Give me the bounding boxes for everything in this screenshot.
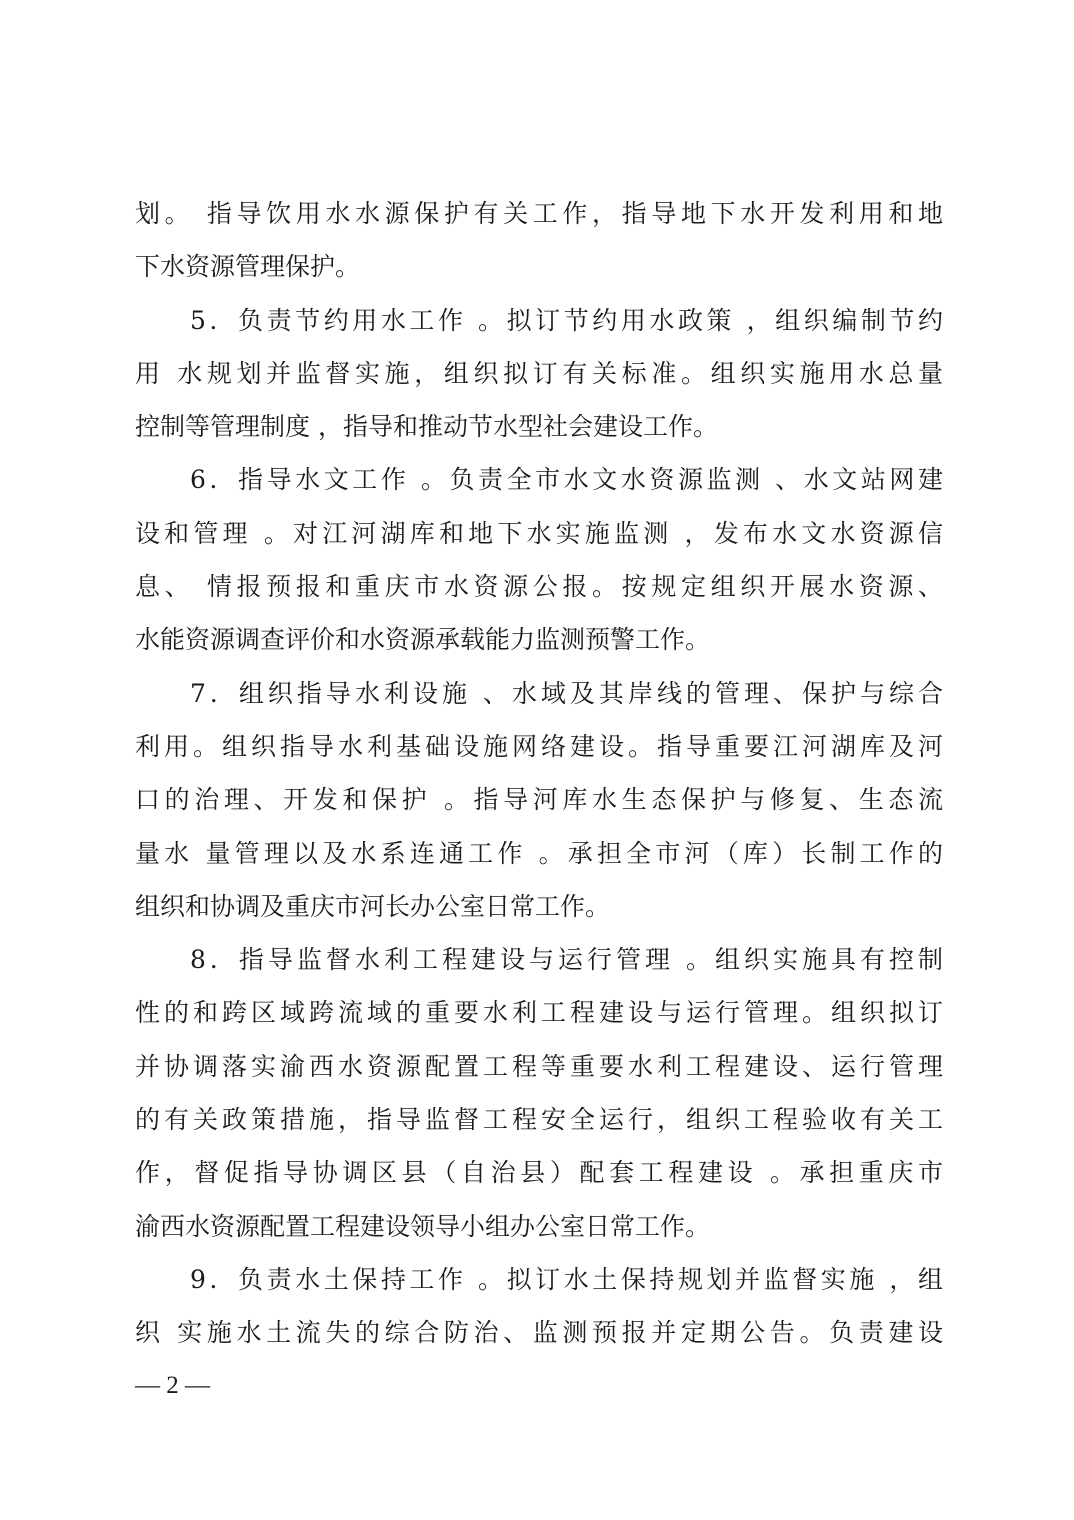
text-line: 9．负责水土保持工作 。拟订水土保持规划并监督实施 ，组 (190, 1264, 943, 1294)
text-line: 用 水规划并监督实施，组织拟订有关标准。组织实施用水总量 (135, 358, 943, 388)
text-line: 7．组织指导水利设施 、水域及其岸线的管理、保护与综合 (190, 678, 943, 708)
text-line: 的有关政策措施，指导监督工程安全运行，组织工程验收有关工 (135, 1105, 943, 1135)
text-line: 并协调落实渝西水资源配置工程等重要水利工程建设、运行管理 (135, 1051, 943, 1081)
text-line: 5．负责节约用水工作 。拟订节约用水政策 ，组织编制节约 (190, 305, 943, 335)
text-line: 水能资源调查评价和水资源承载能力监测预警工作。 (135, 625, 711, 655)
text-line: 息、 情报预报和重庆市水资源公报。按规定组织开展水资源、 (135, 572, 943, 602)
text-line: 组织和协调及重庆市河长办公室日常工作。 (135, 891, 611, 921)
text-line: 利用。组织指导水利基础设施网络建设。指导重要江河湖库及河 (135, 731, 943, 761)
text-line: 下水资源管理保护。 (135, 252, 361, 282)
document-body (135, 187, 943, 1360)
text-line: 性的和跨区域跨流域的重要水利工程建设与运行管理。组织拟订 (135, 998, 943, 1028)
text-line: 设和管理 。对江河湖库和地下水实施监测 ，发布水文水资源信 (135, 518, 943, 548)
text-line: 织 实施水土流失的综合防治、监测预报并定期公告。负责建设 (135, 1318, 943, 1348)
text-line: 口的治理、开发和保护 。指导河库水生态保护与修复、生态流 (135, 785, 943, 815)
text-line: 量水 量管理以及水系连通工作 。承担全市河（库）长制工作的 (135, 838, 943, 868)
text-line: 渝西水资源配置工程建设领导小组办公室日常工作。 (135, 1211, 711, 1241)
text-line: 控制等管理制度 ，指导和推动节水型社会建设工作。 (135, 412, 718, 442)
text-line: 6．指导水文工作 。负责全市水文水资源监测 、水文站网建 (190, 465, 943, 495)
page-number: — 2 — (135, 1372, 210, 1399)
text-line: 划。 指导饮用水水源保护有关工作，指导地下水开发利用和地 (135, 199, 943, 228)
text-line: 8．指导监督水利工程建设与运行管理 。组织实施具有控制 (190, 945, 943, 975)
text-line: 作，督促指导协调区县（自治县）配套工程建设 。承担重庆市 (135, 1158, 943, 1188)
